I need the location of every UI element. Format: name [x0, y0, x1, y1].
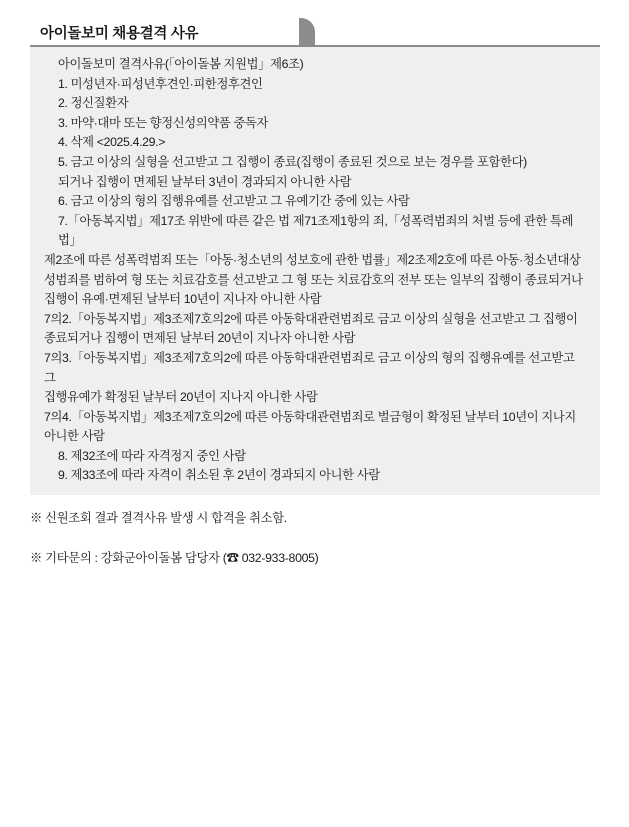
clause-line: 종료되거나 집행이 면제된 날부터 20년이 지나자 아니한 사람	[44, 331, 356, 346]
clause-line: 8. 제32조에 따라 자격정지 중인 사람	[58, 448, 246, 463]
clause-line: 아니한 사람	[44, 429, 105, 444]
clause-line: 7의2.「아동복지법」제3조제7호의2에 따른 아동학대관련범죄로 금고 이상의 실형을 선고받고 그 집행이	[44, 311, 578, 326]
clause-line: 7.「아동복지법」제17조 위반에 따른 같은 법 제71조제1항의 죄,「성폭력범죄의 처벌 등에 관한 특례법」	[58, 213, 574, 248]
eligibility-content-box	[30, 47, 600, 495]
note-cancellation: ※ 신원조회 결과 결격사유 발생 시 합격을 취소함.	[30, 511, 287, 525]
clause-line: 1. 미성년자·피성년후견인·피한정후견인	[58, 76, 263, 91]
clause-line: 되거나 집행이 면제된 날부터 3년이 경과되지 아니한 사람	[58, 174, 352, 189]
page-title: 아이돌보미 채용결격 사유	[40, 25, 199, 42]
clause-line: 7의3.「아동복지법」제3조제7호의2에 따른 아동학대관련범죄로 금고 이상의 형의 집행유예를 선고받고 그	[44, 350, 575, 385]
clause-line: 집행이 유예·면제된 날부터 10년이 지나자 아니한 사람	[44, 292, 322, 307]
note-contact: ※ 기타문의 : 강화군아이돌봄 담당자 (☎ 032-933-8005)	[30, 551, 319, 565]
clause-line: 7의4.「아동복지법」제3조제7호의2에 따른 아동학대관련범죄로 벌금형이 확정된 날부터 10년이 지나지	[44, 409, 576, 424]
intro-line: 아이돌보미 결격사유(「아이돌봄 지원법」제6조)	[58, 57, 304, 71]
clause-line: 3. 마약·대마 또는 향정신성의약품 중독자	[58, 115, 269, 130]
header-tab	[30, 18, 299, 46]
clause-line: 4. 삭제 <2025.4.29.>	[58, 135, 166, 150]
clause-line: 성범죄를 범하여 형 또는 치료감호를 선고받고 그 형 또는 치료감호의 전부 또는 일부의 집행이 종료되거나	[44, 272, 583, 287]
clause-line: 6. 금고 이상의 형의 집행유예를 선고받고 그 유예기간 중에 있는 사람	[58, 194, 410, 209]
clause-line: 9. 제33조에 따라 자격이 취소된 후 2년이 경과되지 아니한 사람	[58, 468, 380, 483]
clause-line: 5. 금고 이상의 실형을 선고받고 그 집행이 종료(집행이 종료된 것으로 보는 경우를 포함한다)	[58, 154, 527, 169]
clause-line: 제2조에 따른 성폭력범죄 또는「아동·청소년의 성보호에 관한 법률」제2조제2호에 따른 아동·청소년대상	[44, 252, 581, 267]
clause-line: 집행유예가 확정된 날부터 20년이 지나지 아니한 사람	[44, 390, 318, 405]
clause-line: 2. 정신질환자	[58, 96, 129, 111]
